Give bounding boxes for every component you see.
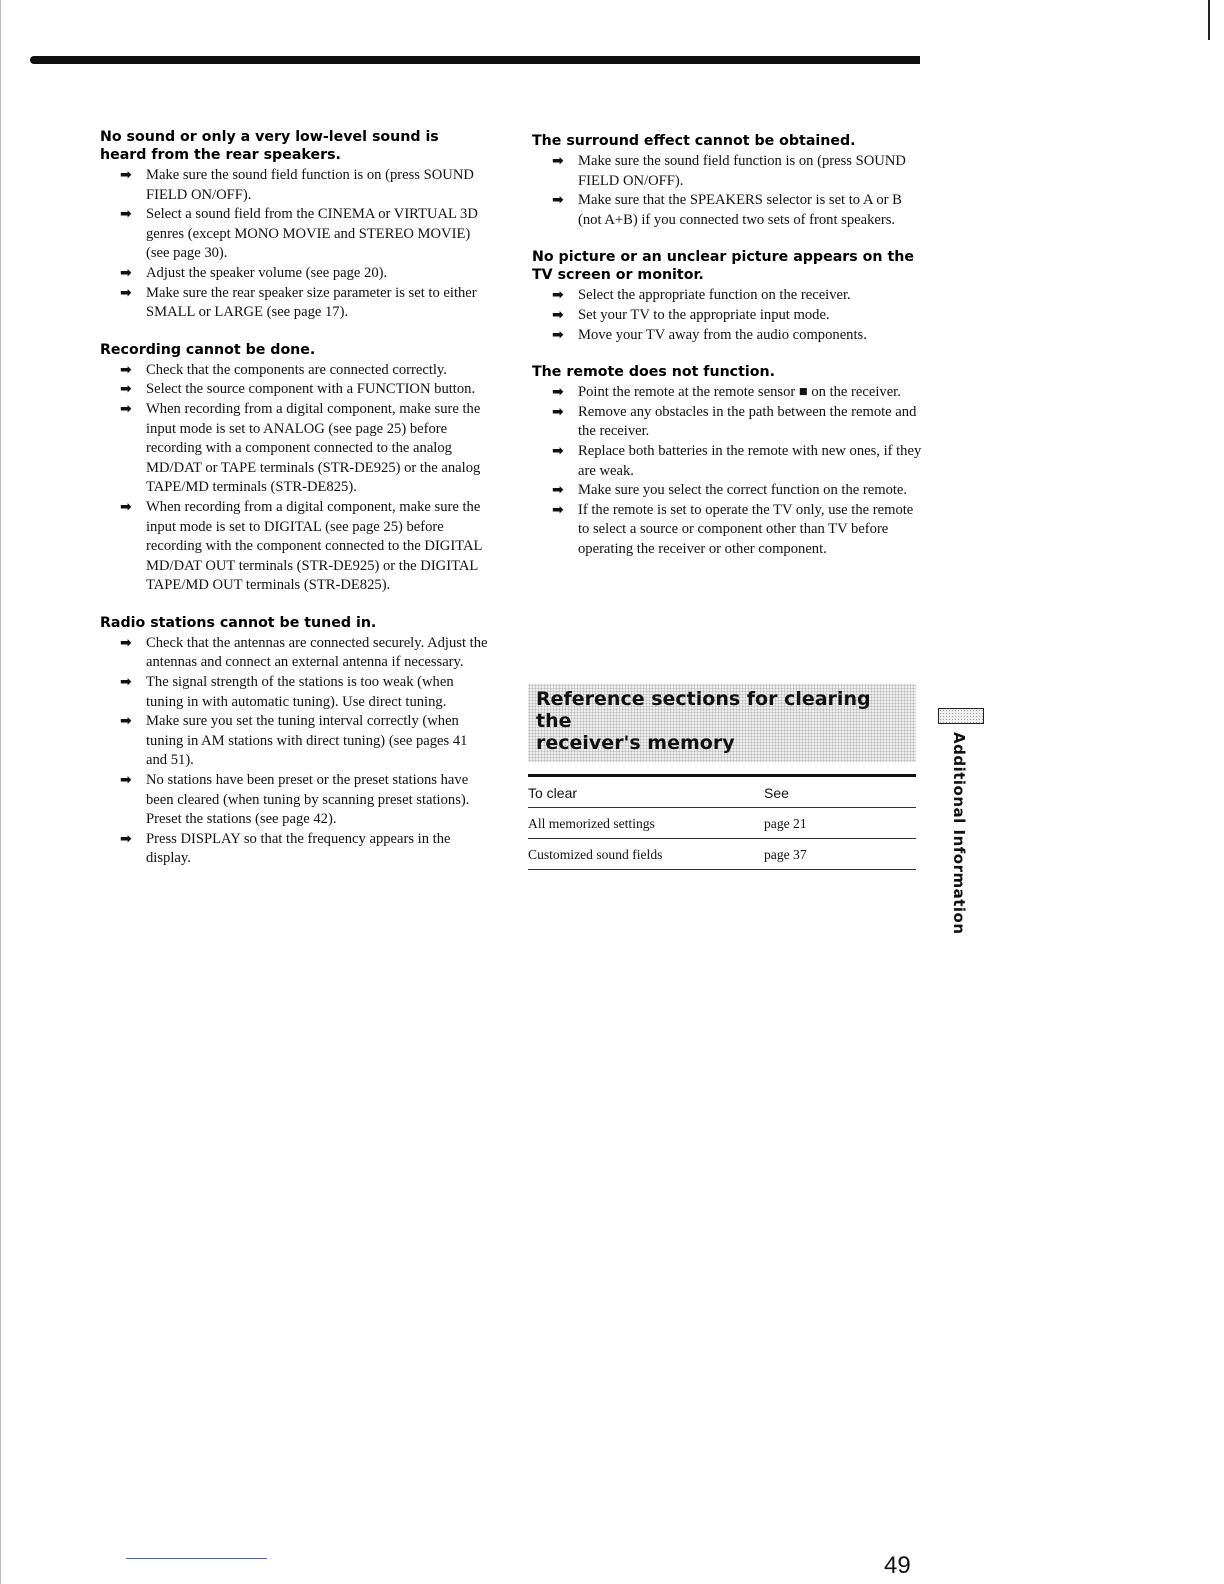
item-text: When recording from a digital component, make sure the input mode is set to DIGITAL (see page 25) before recording with the component connected to the DIGITAL MD/DAT OUT terminals (STR-DE925) or the DIGITAL TAPE/MD OUT terminals (STR-DE825).	[146, 498, 482, 594]
table-cell: page 37	[764, 839, 916, 870]
troubleshoot-section	[532, 363, 922, 559]
list-item	[532, 403, 922, 442]
item-list	[532, 383, 922, 559]
left-column	[100, 128, 490, 887]
list-item	[100, 498, 490, 596]
list-item	[532, 501, 922, 560]
table-row	[528, 808, 916, 839]
list-item	[532, 481, 922, 501]
arrow-right-icon: ➡	[120, 361, 132, 378]
item-text: Set your TV to the appropriate input mode.	[578, 306, 830, 323]
item-text: Make sure the sound field function is on (press SOUND FIELD ON/OFF).	[146, 167, 474, 203]
troubleshoot-section	[100, 341, 490, 596]
arrow-right-icon: ➡	[552, 153, 564, 169]
item-list	[532, 286, 922, 345]
arrow-right-icon: ➡	[552, 326, 564, 343]
section-heading: The surround effect cannot be obtained.	[532, 133, 856, 149]
item-text: Make sure the rear speaker size parameter is set to either SMALL or LARGE (see page 17).	[146, 284, 477, 321]
item-text: Make sure you select the correct function on the remote.	[578, 482, 908, 499]
list-item	[100, 205, 490, 264]
troubleshoot-section	[532, 248, 922, 345]
list-item	[100, 380, 490, 400]
item-text: Check that the components are connected correctly.	[146, 361, 447, 378]
list-item	[100, 284, 490, 323]
list-item	[100, 400, 490, 498]
list-item	[532, 326, 922, 346]
table-row	[528, 839, 916, 870]
item-text: Replace both batteries in the remote with new ones, if they are weak.	[578, 442, 922, 479]
arrow-right-icon: ➡	[120, 713, 132, 730]
arrow-right-icon: ➡	[120, 674, 132, 691]
list-item	[100, 830, 490, 869]
section-heading: No sound or only a very low-level sound is heard from the rear speakers.	[100, 129, 439, 163]
item-text: When recording from a digital component, make sure the input mode is set to ANALOG (see page 25) before recording with a component connected to the analog MD/DAT or TAPE terminals (STR-DE925) or the analog TAPE/MD terminals (STR-DE825).	[146, 400, 481, 496]
list-item	[532, 442, 922, 481]
arrow-right-icon: ➡	[120, 772, 132, 789]
item-text: No stations have been preset or the preset stations have been cleared (when tuning by scanning preset stations). Preset the stations (see page 42).	[146, 772, 470, 828]
item-list	[532, 152, 922, 230]
arrow-right-icon: ➡	[552, 403, 564, 420]
section-heading: The remote does not function.	[532, 364, 775, 381]
reference-table	[528, 774, 916, 870]
item-list	[100, 634, 490, 869]
table-cell: page 21	[764, 808, 916, 839]
list-item	[100, 673, 490, 712]
list-item	[100, 634, 490, 673]
item-text: Make sure you set the tuning interval correctly (when tuning in AM stations with direct tuning) (see pages 41 and 51).	[146, 713, 468, 769]
page-edge-right	[1208, 0, 1210, 40]
list-item	[100, 712, 490, 771]
section-heading: Radio stations cannot be tuned in.	[100, 614, 377, 631]
list-item	[100, 771, 490, 830]
item-text: Select a sound field from the CINEMA or VIRTUAL 3D genres (except MONO MOVIE and STEREO MOVIE) (see page 30).	[146, 206, 478, 262]
item-text: Select the appropriate function on the receiver.	[578, 287, 851, 304]
right-column	[532, 132, 922, 578]
arrow-right-icon: ➡	[552, 287, 564, 304]
top-rule	[30, 56, 920, 64]
arrow-right-icon: ➡	[552, 192, 564, 209]
section-heading: No picture or an unclear picture appears on the TV screen or monitor.	[532, 249, 914, 284]
bottom-rule	[126, 1558, 267, 1559]
item-text: Check that the antennas are connected securely. Adjust the antennas and connect an external antenna if necessary.	[146, 634, 488, 671]
reference-title	[528, 684, 916, 762]
item-text: Remove any obstacles in the path between the remote and the receiver.	[578, 403, 917, 440]
table-header-row	[528, 776, 916, 808]
reference-title-line: receiver's memory	[536, 732, 735, 754]
list-item	[100, 361, 490, 381]
reference-title-line: Reference sections for clearing the	[536, 688, 871, 732]
arrow-right-icon: ➡	[120, 284, 132, 301]
arrow-right-icon: ➡	[120, 634, 132, 651]
list-item	[532, 383, 922, 403]
side-tab-label: Additional Information	[950, 732, 968, 935]
column-header: To clear	[528, 776, 764, 808]
page-number: 49	[884, 1552, 911, 1579]
item-text: Make sure the sound field function is on (press SOUND FIELD ON/OFF).	[578, 153, 906, 189]
column-header: See	[764, 776, 916, 808]
arrow-right-icon: ➡	[552, 306, 564, 323]
side-tab-marker	[938, 708, 984, 724]
arrow-right-icon: ➡	[552, 442, 564, 459]
item-text: Adjust the speaker volume (see page 20).	[146, 264, 388, 281]
item-text: Point the remote at the remote sensor ■ on the receiver.	[578, 384, 901, 401]
item-text: The signal strength of the stations is too weak (when tuning in with automatic tuning). Use direct tuning.	[146, 674, 454, 710]
item-list	[100, 361, 490, 596]
troubleshoot-section	[532, 132, 922, 230]
troubleshoot-section	[100, 128, 490, 323]
table-cell: All memorized settings	[528, 808, 764, 839]
arrow-right-icon: ➡	[120, 830, 132, 847]
list-item	[100, 264, 490, 284]
arrow-right-icon: ➡	[120, 381, 132, 398]
item-text: Move your TV away from the audio components.	[578, 326, 867, 343]
item-text: Select the source component with a FUNCTION button.	[146, 381, 476, 398]
arrow-right-icon: ➡	[120, 206, 132, 223]
reference-box	[528, 684, 916, 870]
section-heading: Recording cannot be done.	[100, 341, 316, 358]
troubleshoot-section	[100, 614, 490, 869]
arrow-right-icon: ➡	[552, 384, 564, 401]
list-item	[532, 152, 922, 191]
list-item	[532, 286, 922, 306]
arrow-right-icon: ➡	[552, 482, 564, 499]
list-item	[532, 191, 922, 230]
arrow-right-icon: ➡	[120, 167, 132, 183]
item-text: Press DISPLAY so that the frequency appears in the display.	[146, 830, 451, 867]
arrow-right-icon: ➡	[120, 400, 132, 417]
table-cell: Customized sound fields	[528, 839, 764, 870]
arrow-right-icon: ➡	[120, 264, 132, 281]
arrow-right-icon: ➡	[552, 501, 564, 518]
item-text: Make sure that the SPEAKERS selector is set to A or B (not A+B) if you connected two sets of front speakers.	[578, 192, 902, 228]
list-item	[100, 166, 490, 205]
page-edge-left	[0, 0, 1, 1584]
item-list	[100, 166, 490, 323]
arrow-right-icon: ➡	[120, 498, 132, 515]
item-text: If the remote is set to operate the TV only, use the remote to select a source or component other than TV before operating the receiver or other component.	[578, 501, 914, 557]
list-item	[532, 306, 922, 326]
